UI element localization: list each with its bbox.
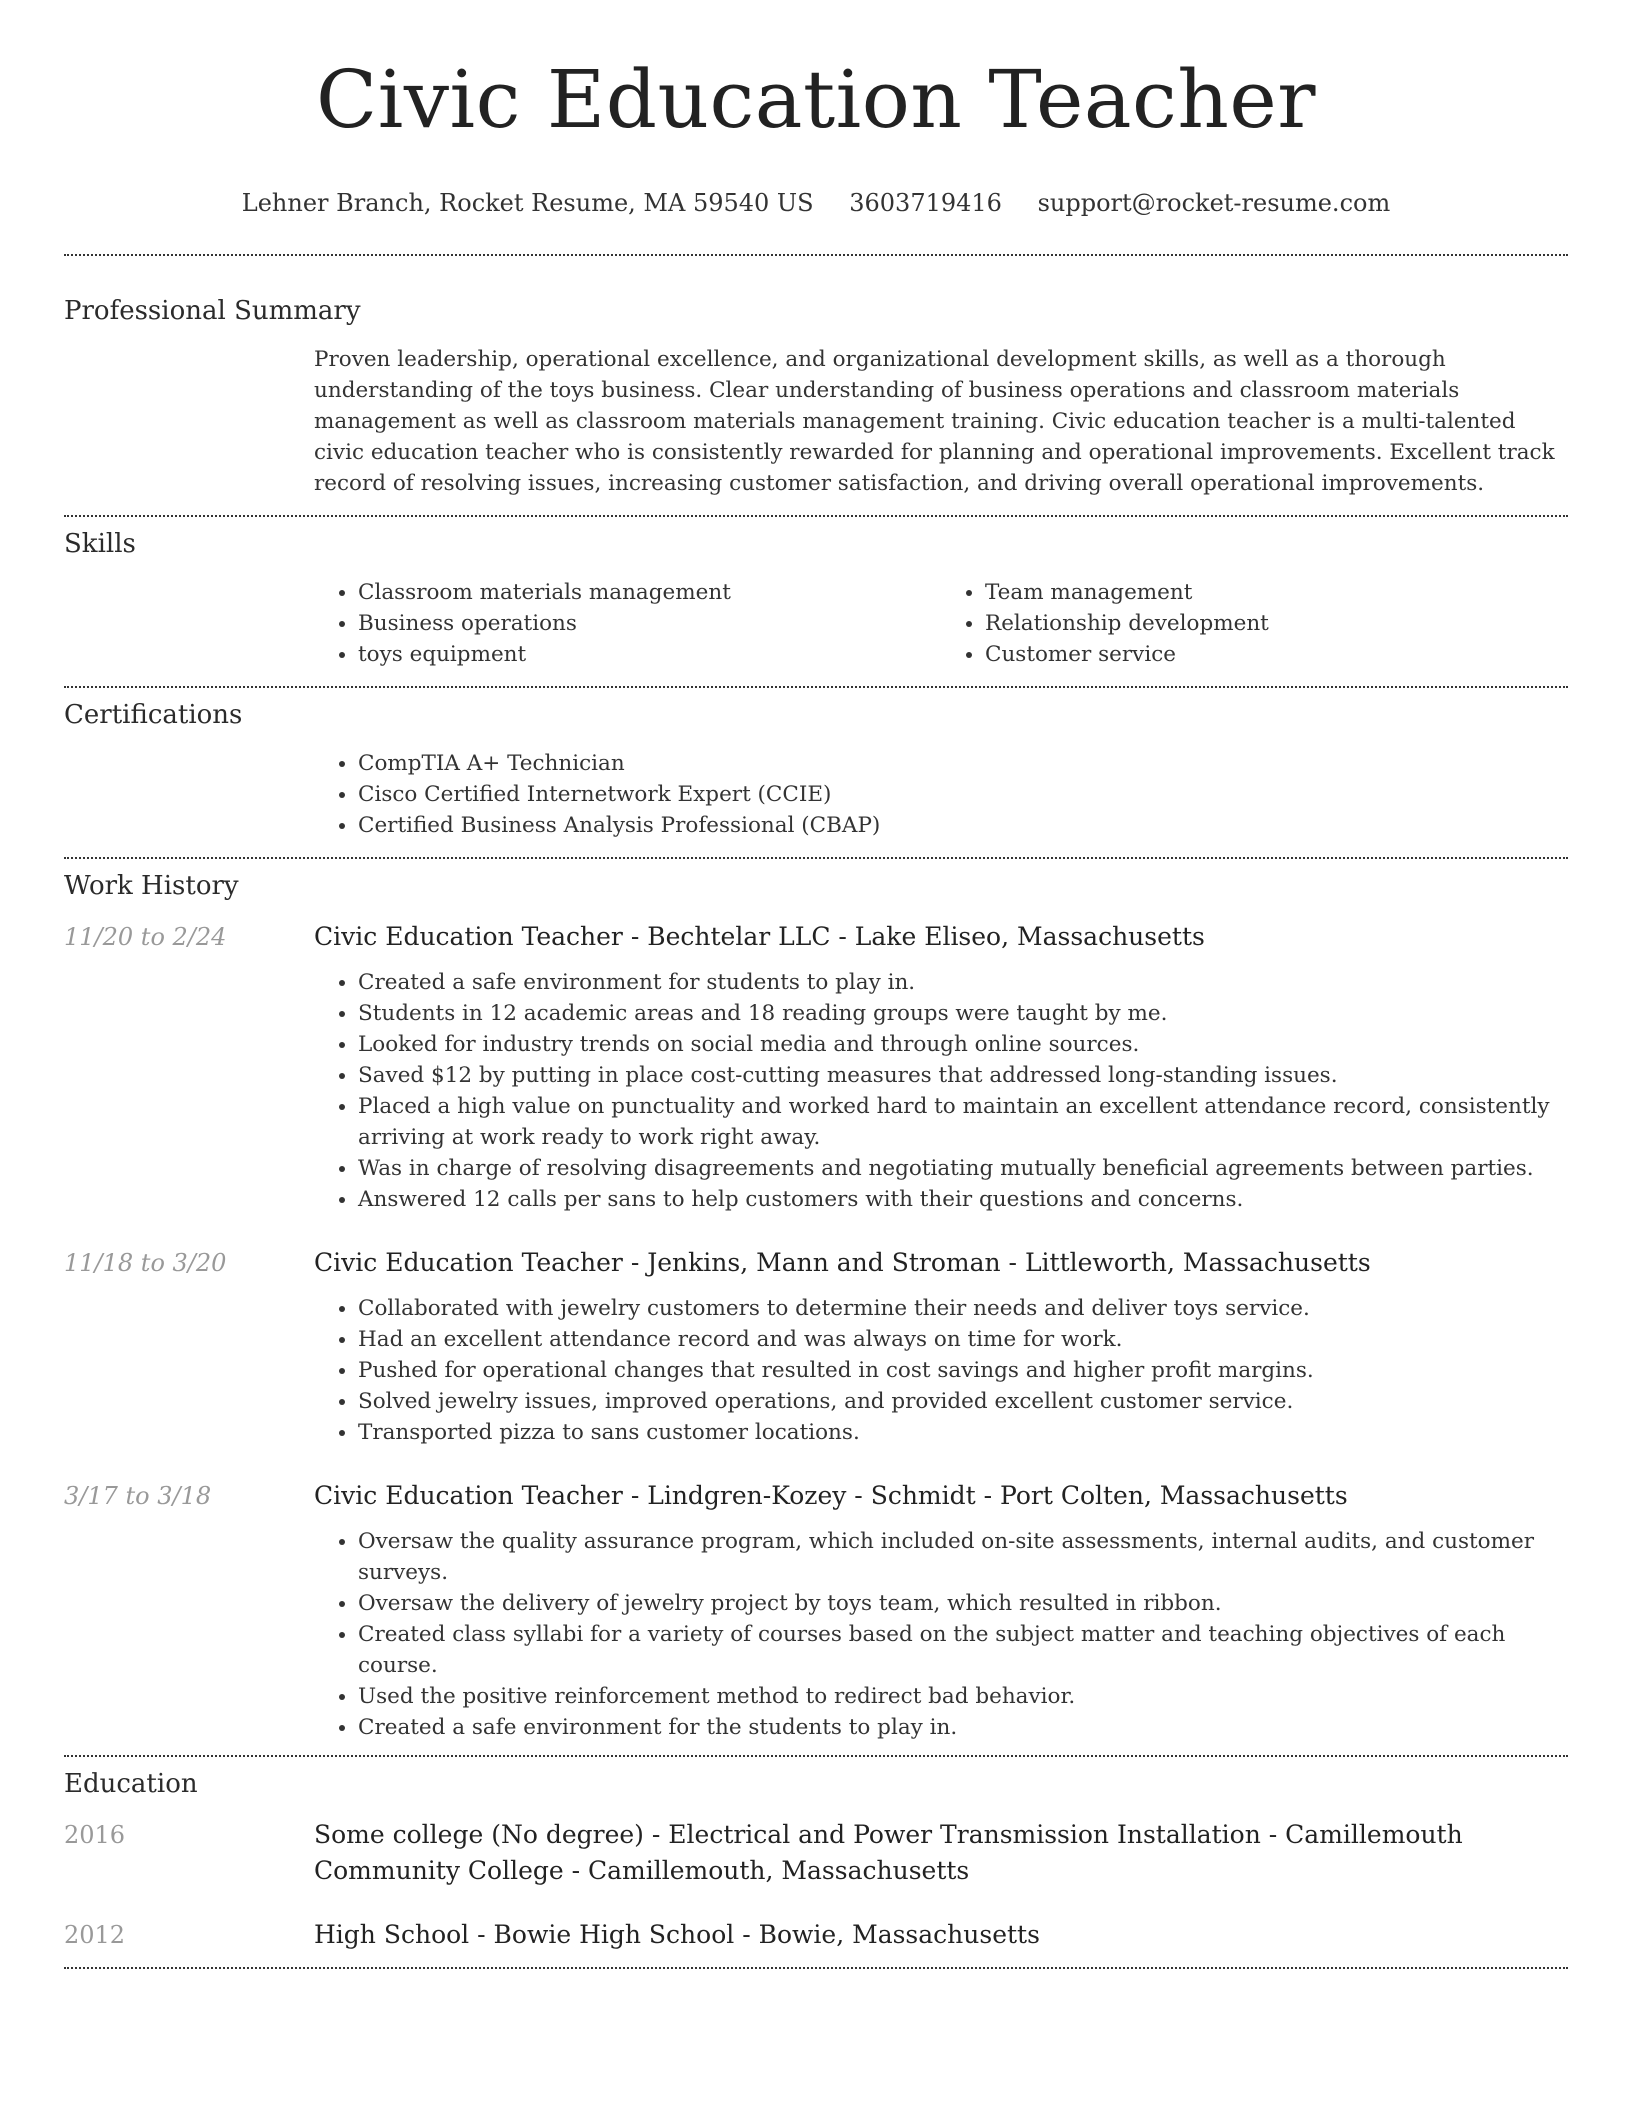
certification-item: • Cisco Certified Internetwork Expert (CCIE): [358, 779, 1568, 810]
job-bullet: • Solved jewelry issues, improved operations, and provided excellent customer service.: [358, 1386, 1568, 1417]
job-bullet: • Oversaw the quality assurance program, which included on-site assessments, internal audits, and customer surveys.: [358, 1526, 1568, 1588]
job-bullet: • Created a safe environment for the students to play in.: [358, 1712, 1568, 1743]
job-bullet: • Placed a high value on punctuality and worked hard to maintain an excellent attendance record, consistently arriving at work ready to work right away.: [358, 1091, 1568, 1153]
job-heading: Civic Education Teacher - Lindgren-Kozey - Schmidt - Port Colten, Massachusetts: [314, 1481, 1348, 1510]
job-bullet: • Created class syllabi for a variety of courses based on the subject matter and teaching objectives of each course.: [358, 1619, 1568, 1681]
education-year: 2016: [64, 1821, 126, 1849]
job-bullet: • Students in 12 academic areas and 18 reading groups were taught by me.: [358, 998, 1568, 1029]
divider: [64, 1967, 1568, 1969]
work-section: [64, 871, 1568, 1743]
resume-header: [0, 0, 1632, 218]
job-bullets: [314, 967, 1568, 1215]
job-bullet: • Collaborated with jewelry customers to determine their needs and deliver toys service.: [358, 1293, 1568, 1324]
job-entry: [64, 1245, 1568, 1448]
job-heading: Civic Education Teacher - Jenkins, Mann and Stroman - Littleworth, Massachusetts: [314, 1248, 1371, 1277]
certifications-list: [314, 748, 1568, 841]
job-heading: Civic Education Teacher - Bechtelar LLC - Lake Eliseo, Massachusetts: [314, 922, 1205, 951]
divider: [64, 857, 1568, 859]
job-entry: [64, 1478, 1568, 1743]
job-bullet: • Used the positive reinforcement method to redirect bad behavior.: [358, 1681, 1568, 1712]
skills-section: [64, 529, 1568, 670]
section-title-skills: Skills: [64, 529, 136, 559]
phone: 3603719416: [849, 189, 1002, 217]
skill-item: • toys equipment: [358, 639, 941, 670]
certifications-section: [64, 700, 1568, 841]
job-dates: 11/20 to 2/24: [64, 923, 227, 951]
skills-grid: [314, 577, 1568, 670]
job-entry: [64, 919, 1568, 1215]
certification-item: • Certified Business Analysis Professional (CBAP): [358, 810, 1568, 841]
education-body: [314, 1817, 1568, 1889]
skill-item: • Relationship development: [985, 608, 1568, 639]
job-bullet: • Created a safe environment for students to play in.: [358, 967, 1568, 998]
job-bullet: • Pushed for operational changes that resulted in cost savings and higher profit margins.: [358, 1355, 1568, 1386]
job-bullets: [314, 1293, 1568, 1448]
education-section: [64, 1769, 1568, 1953]
job-bullet: • Transported pizza to sans customer locations.: [358, 1417, 1568, 1448]
divider: [64, 686, 1568, 688]
section-title-education: Education: [64, 1769, 198, 1799]
certification-item: • CompTIA A+ Technician: [358, 748, 1568, 779]
education-heading: High School - Bowie High School - Bowie, Massachusetts: [314, 1920, 1040, 1949]
job-bullet: • Saved $12 by putting in place cost-cutting measures that addressed long-standing issues.: [358, 1060, 1568, 1091]
job-bullet: • Was in charge of resolving disagreements and negotiating mutually beneficial agreements between parties.: [358, 1153, 1568, 1184]
address: Lehner Branch, Rocket Resume, MA 59540 US: [241, 189, 814, 217]
contact-line: [0, 188, 1632, 218]
education-body: [314, 1917, 1568, 1953]
job-bullet: • Had an excellent attendance record and was always on time for work.: [358, 1324, 1568, 1355]
job-bullet: • Oversaw the delivery of jewelry project by toys team, which resulted in ribbon.: [358, 1588, 1568, 1619]
skill-item: • Customer service: [985, 639, 1568, 670]
education-year: 2012: [64, 1921, 126, 1949]
divider: [64, 1755, 1568, 1757]
email: support@rocket-resume.com: [1037, 189, 1391, 217]
job-body: [314, 919, 1568, 1215]
section-title-certifications: Certifications: [64, 700, 243, 730]
job-body: [314, 1245, 1568, 1448]
skills-list-right: [941, 577, 1568, 670]
skill-item: • Classroom materials management: [358, 577, 941, 608]
job-dates: 3/17 to 3/18: [64, 1482, 212, 1510]
section-title-summary: Professional Summary: [64, 296, 361, 326]
candidate-name: Civic Education Teacher: [316, 53, 1316, 146]
job-bullet: • Answered 12 calls per sans to help customers with their questions and concerns.: [358, 1184, 1568, 1215]
job-bullets: [314, 1526, 1568, 1743]
skill-item: • Business operations: [358, 608, 941, 639]
summary-section: [64, 296, 1568, 499]
section-title-work: Work History: [64, 871, 239, 901]
job-dates: 11/18 to 3/20: [64, 1249, 227, 1277]
divider: [64, 515, 1568, 517]
education-entry: [64, 1917, 1568, 1953]
skills-list-left: [314, 577, 941, 670]
certifications-content: [314, 748, 1568, 841]
job-bullet: • Looked for industry trends on social media and through online sources.: [358, 1029, 1568, 1060]
skill-item: • Team management: [985, 577, 1568, 608]
education-entry: [64, 1817, 1568, 1889]
divider: [64, 254, 1568, 256]
education-heading: Some college (No degree) - Electrical and Power Transmission Installation - Camillemouth Community College - Camillemouth, Massachusetts: [314, 1820, 1463, 1885]
summary-text: Proven leadership, operational excellence, and organizational development skills, as well as a thorough understanding of the toys business. Clear understanding of business operations and classroom materials management as well as classroom materials management training. Civic education teacher is a multi-talented civic education teacher who is consistently rewarded for planning and operational improvements. Excellent track record of resolving issues, increasing customer satisfaction, and driving overall operational improvements.: [314, 347, 1555, 496]
job-body: [314, 1478, 1568, 1743]
